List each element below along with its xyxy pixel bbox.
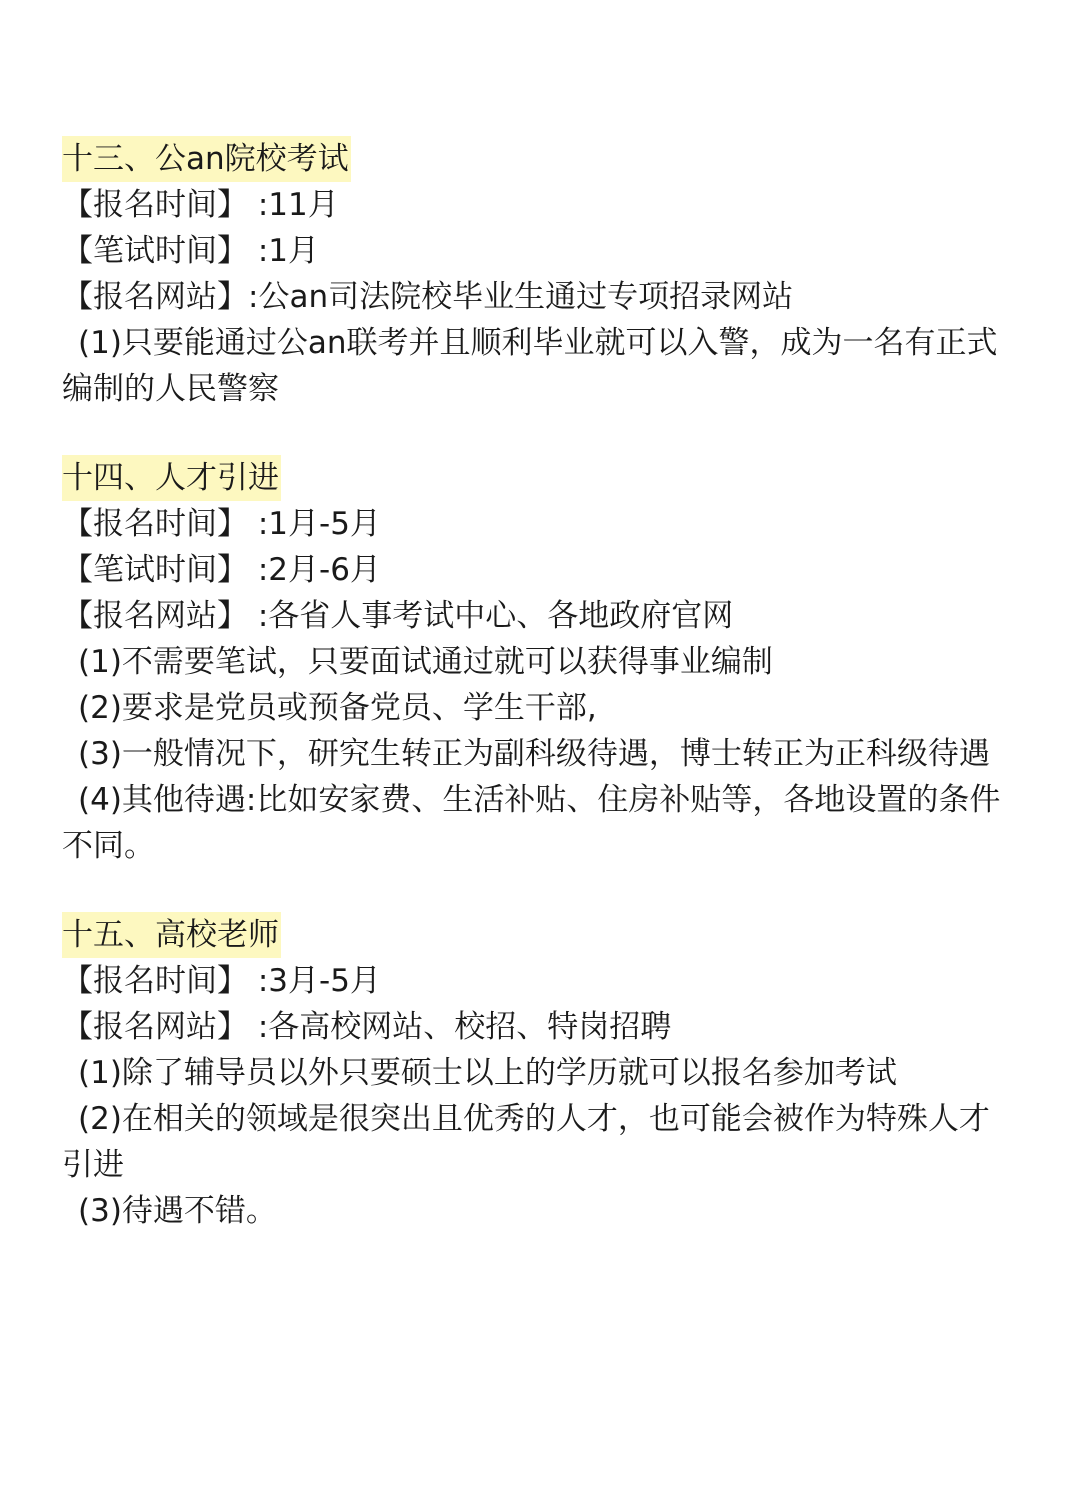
list-item: (2)要求是党员或预备党员、学生干部, [78,690,597,726]
section-talent-introduction [62,455,1042,869]
list-item-continuation: 引进 [62,1147,124,1183]
registration-website-field: 【报名网站】 :各高校网站、校招、特岗招聘 [62,1009,672,1045]
list-item-continuation: 编制的人民警察 [62,371,279,407]
list-item: (3)一般情况下，研究生转正为副科级待遇，博士转正为正科级待遇 [78,736,990,772]
registration-time-field: 【报名时间】 :11月 [62,187,339,223]
list-item: (4)其他待遇:比如安家费、生活补贴、住房补贴等，各地设置的条件 [78,782,1001,818]
registration-time-field: 【报名时间】 :3月-5月 [62,963,381,999]
written-exam-time-field: 【笔试时间】 :1月 [62,233,320,269]
list-item: (1)不需要笔试，只要面试通过就可以获得事业编制 [78,644,773,680]
list-item: (3)待遇不错。 [78,1193,277,1229]
section-heading: 十四、人才引进 [62,455,281,501]
list-item-continuation: 不同。 [62,828,155,864]
section-public-security-academy [62,136,1042,412]
registration-website-field: 【报名网站】:公an司法院校毕业生通过专项招录网站 [62,279,794,315]
list-item: (2)在相关的领域是很突出且优秀的人才，也可能会被作为特殊人才 [78,1101,990,1137]
section-heading: 十五、高校老师 [62,912,281,958]
registration-time-field: 【报名时间】 :1月-5月 [62,506,381,542]
section-university-teacher [62,912,1042,1234]
document-page [62,136,1042,1234]
section-heading: 十三、公an院校考试 [62,136,351,182]
list-item: (1)除了辅导员以外只要硕士以上的学历就可以报名参加考试 [78,1055,897,1091]
registration-website-field: 【报名网站】 :各省人事考试中心、各地政府官网 [62,598,734,634]
list-item: (1)只要能通过公an联考并且顺利毕业就可以入警，成为一名有正式 [78,325,998,361]
written-exam-time-field: 【笔试时间】 :2月-6月 [62,552,381,588]
